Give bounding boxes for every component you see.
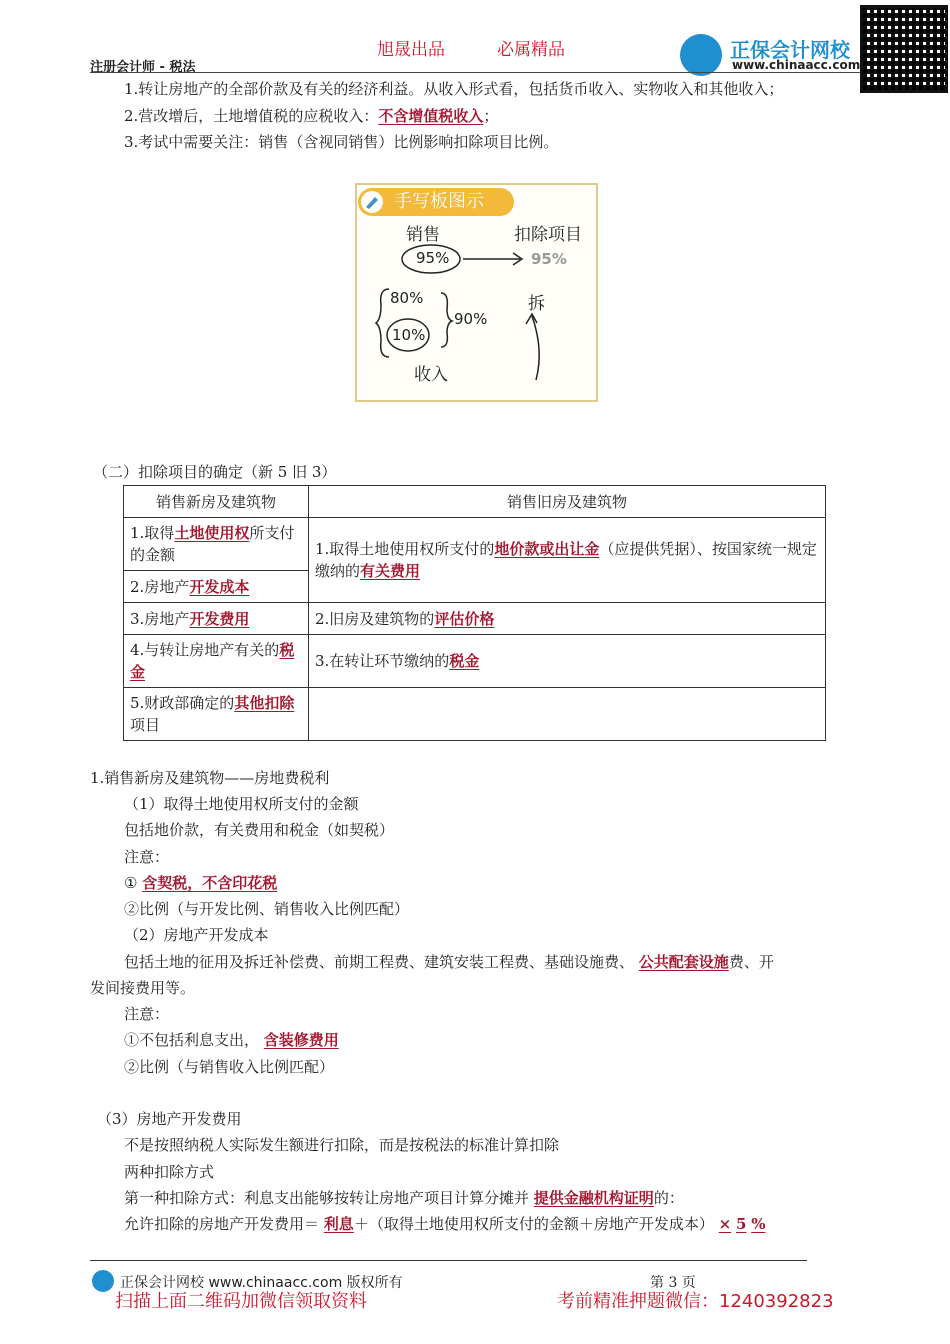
- cell-old-1-hl2: 有关费用: [360, 562, 421, 580]
- cell-old-3-a: 3.在转让环节缴纳的: [315, 652, 450, 670]
- promo-left[interactable]: 扫描上面二维码加微信领取资料: [115, 1291, 367, 1312]
- hw-split: 拆: [528, 294, 545, 314]
- qr-code-icon[interactable]: [860, 5, 948, 93]
- body-n1c: ②比例（与开发比例、销售收入比例匹配）: [124, 900, 410, 918]
- intro-line-1: 1.转让房地产的全部价款及有关的经济利益。从收入形式看，包括货币收入、实物收入和其他收入；: [124, 80, 784, 98]
- cell-old-1: [309, 518, 826, 603]
- body-n2c: ②比例（与销售收入比例匹配）: [124, 1058, 335, 1076]
- body-n2: [124, 1029, 339, 1051]
- body-s2a-text: 包括土地的征用及拆迁补偿费、前期工程费、建筑安装工程费、基础设施费、: [124, 953, 635, 971]
- section2-title: （二）扣除项目的确定（新 5 旧 3）: [93, 463, 337, 481]
- formula-five: 5: [735, 1215, 747, 1233]
- chinaacc-logo-icon: [680, 34, 722, 76]
- cell-new-2: [124, 571, 309, 603]
- cell-old-1-a: 1.取得土地使用权所支付的: [315, 540, 495, 558]
- footer-divider: [90, 1260, 807, 1261]
- hw-90: 90%: [454, 310, 488, 328]
- body-heading-1: 1.销售新房及建筑物——房地费税利: [90, 769, 330, 787]
- hw-deduction: 扣除项目: [514, 225, 582, 245]
- cell-old-1-c: （应提供凭据）、按国家统一规定缴纳的: [315, 540, 817, 580]
- body-s3c-text: 第一种扣除方式：利息支出能够按转让房地产项目计算分摊并: [124, 1189, 530, 1207]
- cell-old-2-a: 2.旧房及建筑物的: [315, 609, 435, 628]
- cell-new-1-hl: 土地使用权: [174, 524, 250, 542]
- cell-new-5-a: 5.财政部确定的: [130, 694, 235, 712]
- highlight-no-vat: 不含增值税收入: [378, 107, 484, 125]
- body-s2c-text: 费、开: [728, 953, 774, 971]
- cell-new-3-hl: 开发费用: [189, 609, 250, 628]
- cell-new-2-hl: 开发成本: [189, 577, 250, 596]
- cell-old-3-hl: 税金: [449, 652, 480, 670]
- cell-new-5-hl: 其他扣除: [234, 694, 295, 712]
- deduction-table: [123, 485, 826, 741]
- hw-10: 10%: [392, 326, 426, 344]
- body-s3e-text: 的：: [653, 1189, 684, 1207]
- intro-line-2-text: 2.营改增后，土地增值税的应税收入：: [124, 107, 379, 125]
- hw-95: 95%: [416, 249, 450, 267]
- footer-logo-icon: [92, 1270, 114, 1292]
- header-divider: [90, 72, 860, 73]
- body-s3: （3）房地产开发费用: [97, 1110, 242, 1128]
- cell-new-3-a: 3.房地产: [130, 609, 190, 628]
- hw-income: 收入: [414, 365, 448, 385]
- body-s2: （2）房地产开发成本: [124, 926, 269, 944]
- logo-name: 正保会计网校: [730, 38, 850, 62]
- footer-page: 第 3 页: [650, 1275, 696, 1291]
- body-s3c: [124, 1187, 684, 1209]
- body-n2-hl: 含装修费用: [263, 1031, 339, 1049]
- hw-80: 80%: [390, 289, 424, 307]
- formula-times: ×: [718, 1215, 732, 1233]
- cell-new-1-a: 1.取得: [130, 524, 175, 542]
- brand-right: 必属精品: [497, 40, 565, 60]
- intro-line-2-end: ；: [483, 107, 499, 125]
- cell-new-4-a: 4.与转让房地产有关的: [130, 641, 280, 659]
- body-n1-num: ①: [124, 874, 138, 892]
- cell-new-4: [124, 635, 309, 688]
- cell-new-3: [124, 603, 309, 635]
- body-note1: 注意：: [124, 848, 170, 866]
- cell-new-1: [124, 518, 309, 571]
- body-formula: [124, 1213, 765, 1235]
- body-s3b: 两种扣除方式: [124, 1163, 215, 1181]
- brand-left: 旭晟出品: [377, 40, 445, 60]
- body-n1: [124, 872, 277, 894]
- formula-percent: %: [751, 1215, 766, 1233]
- cell-old-1-hl: 地价款或出让金: [494, 540, 600, 558]
- body-s2d: 发间接费用等。: [90, 979, 196, 997]
- formula-mid: ＋（取得土地使用权所支付的金额＋房地产开发成本）: [353, 1215, 714, 1233]
- footer-copyright: 正保会计网校 www.chinaacc.com 版权所有: [120, 1275, 403, 1291]
- body-s1: （1）取得土地使用权所支付的金额: [124, 795, 359, 813]
- body-note2: 注意：: [124, 1005, 170, 1023]
- body-n1-hl: 含契税，不含印花税: [142, 874, 278, 892]
- body-s2a: [124, 951, 774, 973]
- cell-old-3: [309, 635, 826, 688]
- body-s3-hl: 提供金融机构证明: [533, 1189, 654, 1207]
- cell-new-5: [124, 688, 309, 741]
- subject-label: 注册会计师 - 税法: [90, 60, 196, 75]
- hw-95b: 95%: [531, 250, 567, 268]
- cell-new-1-c: 所支付的金额: [130, 524, 295, 564]
- handwriting-tag: 手写板图示: [358, 188, 514, 216]
- cell-old-2: [309, 603, 826, 635]
- body-s1a: 包括地价款，有关费用和税金（如契税）: [124, 821, 395, 839]
- formula-lhs: 允许扣除的房地产开发费用＝: [124, 1215, 320, 1233]
- promo-right[interactable]: 考前精准押题微信：1240392823: [557, 1291, 834, 1312]
- th-old: 销售旧房及建筑物: [309, 486, 826, 518]
- body-s3a: 不是按照纳税人实际发生额进行扣除，而是按税法的标准计算扣除: [124, 1136, 560, 1154]
- pencil-icon: [360, 190, 386, 214]
- logo-url: www.chinaacc.com: [732, 58, 861, 72]
- cell-old-empty: [309, 688, 826, 741]
- th-new: 销售新房及建筑物: [124, 486, 309, 518]
- intro-line-2: [124, 105, 498, 127]
- cell-new-4-hl: 税金: [130, 641, 295, 681]
- body-n2-text: ①不包括利息支出，: [124, 1031, 260, 1049]
- body-s2-hl: 公共配套设施: [638, 953, 729, 971]
- cell-new-5-c: 项目: [130, 716, 161, 734]
- intro-line-3: 3.考试中需要关注：销售（含视同销售）比例影响扣除项目比例。: [124, 133, 559, 151]
- cell-new-2-a: 2.房地产: [130, 577, 190, 596]
- formula-interest: 利息: [323, 1215, 354, 1233]
- hw-sales: 销售: [406, 225, 440, 245]
- hw-up-arrow: [520, 310, 550, 385]
- cell-old-2-hl: 评估价格: [434, 609, 495, 628]
